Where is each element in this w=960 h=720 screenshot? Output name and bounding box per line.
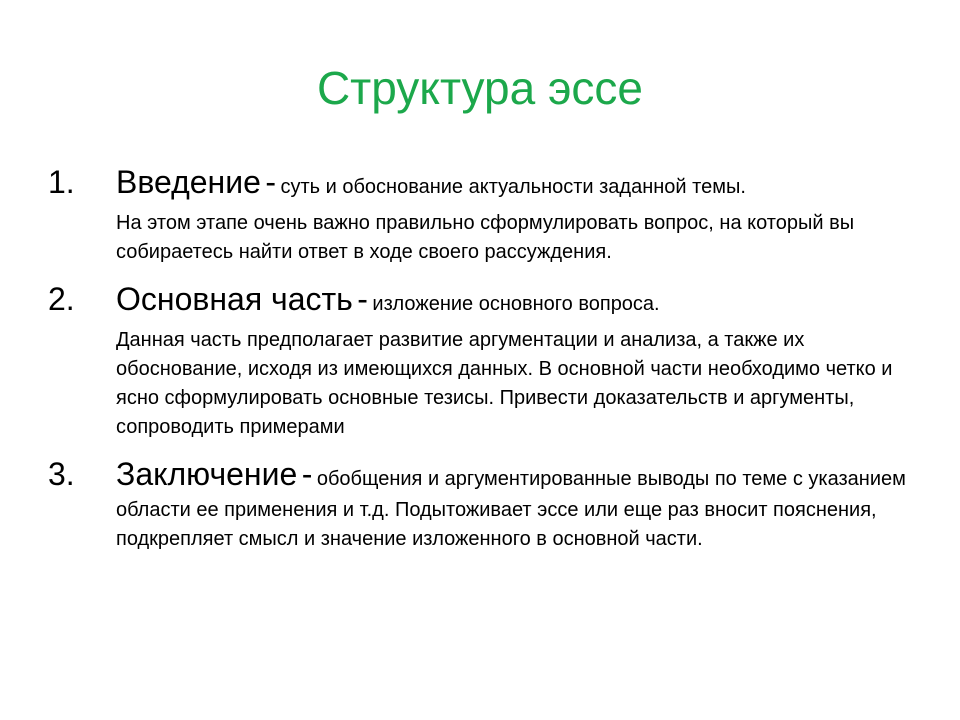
item-details: Данная часть предполагает развитие аргументации и анализа, а также их обоснование, исходя из имеющихся данных. В основной части необходимо четко и ясно сформулировать основные тезисы. Привести доказательств и аргументы, сопроводить примерами xyxy=(116,329,893,438)
item-summary: суть и обоснование актуальности заданной темы. xyxy=(280,176,746,198)
item-details: На этом этапе очень важно правильно сформулировать вопрос, на который вы собираетесь найти ответ в ходе своего рассуждения. xyxy=(116,212,855,263)
item-number: 3. xyxy=(48,456,75,492)
item-heading: Введение xyxy=(116,164,261,200)
list-item-introduction xyxy=(48,160,928,267)
item-dash: - xyxy=(301,456,313,492)
item-number: 2. xyxy=(48,281,75,317)
item-heading: Основная часть xyxy=(116,281,353,317)
item-dash: - xyxy=(357,281,368,317)
list-item-main-part xyxy=(48,277,928,442)
item-dash: - xyxy=(265,164,276,200)
item-head-line xyxy=(116,277,928,326)
item-head-line xyxy=(116,160,928,209)
item-summary: обобщения и аргументированные выводы по теме с указанием области ее применения и т.д. Подытоживает эссе или еще раз вносит пояснения, подкрепляет смысл и значение изложенного в основной части. xyxy=(116,468,906,550)
item-heading: Заключение xyxy=(116,456,298,492)
item-number: 1. xyxy=(48,164,75,200)
slide-title: Структура эссе xyxy=(316,62,644,114)
list-item-conclusion xyxy=(48,452,928,554)
item-summary: изложение основного вопроса. xyxy=(372,293,660,315)
item-head-block xyxy=(116,452,928,554)
essay-structure-list xyxy=(48,160,928,554)
